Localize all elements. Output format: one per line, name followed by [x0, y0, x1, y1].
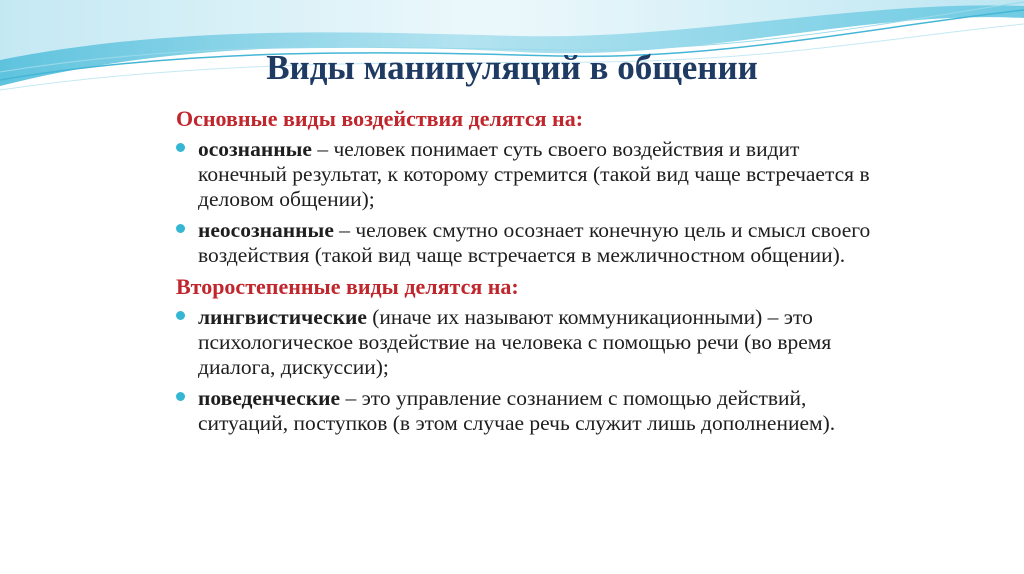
item-text: (иначе их называют коммуникационными) – это психологическое воздействие на человека с помощью речи (во время диалога, дискуссии); [198, 305, 832, 379]
bullet-list-main [176, 137, 876, 268]
bullet-dot-icon [176, 311, 185, 320]
section-heading-secondary: Второстепенные виды делятся на: [176, 274, 519, 299]
item-text: – это управление сознанием с помощью действий, ситуаций, поступков (в этом случае речь служит лишь дополнением). [198, 386, 836, 435]
term: неосознанные [198, 218, 334, 242]
term: поведенческие [198, 386, 341, 410]
slide-content [176, 106, 876, 436]
list-item [176, 218, 876, 268]
item-text: – человек понимает суть своего воздействия и видит конечный результат, к которому стремится (такой вид чаще встречается в деловом общении); [198, 137, 870, 211]
section-heading-main: Основные виды воздействия делятся на: [176, 106, 584, 131]
list-item [176, 305, 876, 380]
term: лингвистические [198, 305, 367, 329]
slide-title: Виды манипуляций в общении [266, 48, 758, 87]
bullet-dot-icon [176, 392, 185, 401]
bullet-list-secondary [176, 305, 876, 436]
bullet-dot-icon [176, 143, 185, 152]
list-item [176, 137, 876, 212]
bullet-dot-icon [176, 224, 185, 233]
term: осознанные [198, 137, 312, 161]
list-item [176, 386, 876, 436]
item-text: – человек смутно осознает конечную цель и смысл своего воздействия (такой вид чаще встречается в межличностном общении). [198, 218, 871, 267]
